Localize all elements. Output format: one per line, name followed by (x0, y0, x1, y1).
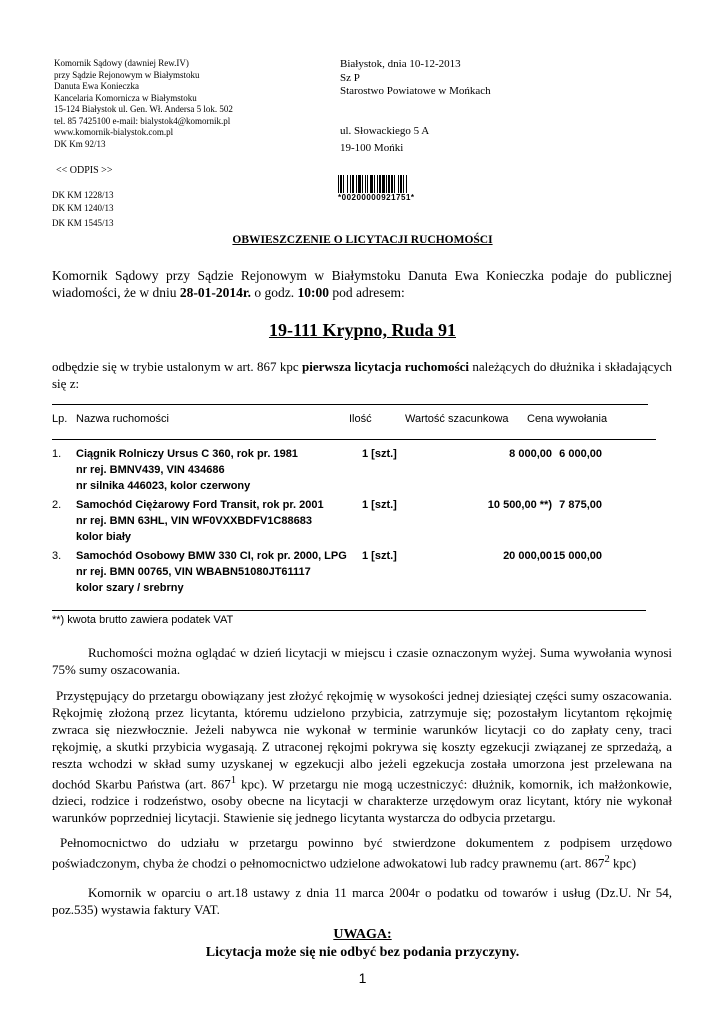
deposit-text: Przystępujący do przetargu obowiązany jest złożyć rękojmię w wysokości jednej dziesiątej części sumy oszacowania. Rękojmię złożoną przez licytanta, któremu udzielono przybicia, zatrzymuje się; pozostałym licytantom rękojmię zwraca się niezwłocznie. Jeżeli nabywca nie wykonał w terminie warunków licytacji co do zapłaty ceny, traci rękojmię, a skutki przybicia wygasają. Z utraconej rękojmi pokrywa się koszty egzekucji związanej ze sprzedażą, a reszta wchodzi w skład sumy uzyskanej w egzekucji albo jeżeli egzekucja została umorzona jest przelewana na dochód Skarbu Państwa (art. 867 (52, 688, 672, 792)
header-name: Nazwa ruchomości (76, 413, 169, 425)
table-bottom-rule (52, 610, 646, 611)
paragraph-viewing: Ruchomości można oglądać w dzień licytacji w miejscu i czasie oznaczonym wyżej. Suma wywołania wynosi 75% sumy oszacowania. (52, 645, 672, 677)
poa-text: kpc) (609, 855, 637, 871)
row-name-line: kolor biały (76, 531, 132, 543)
case-ref: DK KM 1545/13 (52, 218, 114, 228)
deposit-text: kpc). W przetargu nie mogą uczestniczyć: dłużnik, komornik, ich małżonkowie, dzieci, rodzice i rodzeństwo, osoby obecne na licytacji w charakterze urzędowym oraz licytant, który nie wykonał warunków poprzedniej licytacji. Stawienie się jednego licytanta wystarcza do odbycia przetargu. (52, 776, 672, 826)
recipient-code: Sz P (340, 71, 360, 84)
auction-address: 19-111 Krypno, Ruda 91 (268, 320, 457, 340)
intro2-text: odbędzie się w trybie ustalonym w art. 867 kpc (52, 359, 303, 374)
sender-line: Komornik Sądowy (dawniej Rew.IV) (54, 58, 189, 68)
case-ref: DK KM 1240/13 (52, 203, 114, 213)
auction-time: 10:00 (297, 285, 329, 300)
row-name-line: nr rej. BMN 00765, VIN WBABN51080JT61117 (76, 566, 311, 578)
paragraph-deposit (52, 687, 672, 826)
row-name (76, 446, 366, 494)
row-value: 20 000,00 (503, 550, 552, 562)
row-name-line: nr silnika 446023, kolor czerwony (76, 480, 251, 492)
row-lp: 3. (52, 550, 62, 562)
row-lp: 1. (52, 448, 62, 460)
sender-line: Danuta Ewa Konieczka (54, 81, 139, 91)
row-name-line: nr rej. BMN 63HL, VIN WF0VXXBDFV1C88683 (76, 515, 312, 527)
row-qty: 1 [szt.] (362, 499, 397, 511)
row-name-line: Samochód Osobowy BMW 330 CI, rok pr. 2000, LPG (76, 550, 347, 562)
footnote: **) kwota brutto zawiera podatek VAT (52, 614, 234, 626)
warning-text: Licytacja może się nie odbyć bez podania przyczyny. (205, 945, 520, 960)
header-price: Cena wywołania (527, 413, 608, 425)
poa-sup: 2 (604, 853, 610, 865)
row-name-line: Samochód Ciężarowy Ford Transit, rok pr. 2001 (76, 499, 324, 511)
row-qty: 1 [szt.] (362, 550, 397, 562)
sender-line: tel. 85 7425100 e-mail: bialystok4@komornik.pl (54, 115, 231, 126)
row-name-line: nr rej. BMNV439, VIN 434686 (76, 464, 225, 476)
deposit-sup: 1 (230, 774, 237, 786)
header-value: Wartość szacunkowa (405, 413, 509, 425)
intro2-paragraph (52, 358, 672, 392)
paragraph-vat: Komornik w oparciu o art.18 ustawy z dnia 11 marca 2004r o podatku od towarów i usług (Dz.U. Nr 54, poz.535) wystawia faktury VAT. (52, 885, 672, 917)
row-price: 7 875,00 (559, 499, 602, 511)
header-qty: Ilość (349, 413, 372, 425)
row-lp: 2. (52, 499, 62, 511)
barcode (338, 175, 446, 193)
row-value: 8 000,00 (509, 448, 552, 460)
sender-line: DK Km 92/13 (54, 138, 106, 149)
sender-line: 15-124 Białystok ul. Gen. Wł. Andersa 5 lok. 502 (54, 104, 233, 114)
paragraph-power-of-attorney (52, 834, 672, 871)
letter-date: Białystok, dnia 10-12-2013 (340, 58, 461, 70)
recipient-block (340, 58, 491, 156)
row-qty: 1 [szt.] (362, 448, 397, 460)
warning-heading: UWAGA: (333, 927, 392, 942)
recipient-city: 19-100 Mońki (340, 142, 404, 154)
auction-date: 28-01-2014r. (179, 285, 251, 300)
sender-block (54, 58, 294, 150)
table-top-rule (52, 404, 648, 405)
recipient-street: ul. Słowackiego 5 A (340, 124, 430, 137)
sender-line: Kancelaria Komornicza w Białymstoku (54, 92, 197, 103)
intro-text: Komornik Sądowy przy Sądzie Rejonowym w Białymstoku Danuta Ewa Konieczka podaje do publicznej wiadomości, że w dniu (52, 268, 672, 300)
poa-text: Pełnomocnictwo do udziału w przetargu powinno być stwierdzone dokumentem z podpisem urzędowo poświadczonym, chyba że chodzi o pełnomocnictwo udzielone adwokatowi lub radcy prawnemu (art. 867 (52, 835, 672, 871)
table-header-rule (52, 439, 656, 440)
intro2-bold: pierwsza licytacja ruchomości (302, 359, 470, 374)
intro-text: pod adresem: (328, 285, 405, 300)
row-price: 15 000,00 (553, 550, 602, 562)
intro-text: o godz. (250, 285, 298, 300)
row-value: 10 500,00 **) (487, 499, 552, 511)
row-price: 6 000,00 (559, 448, 602, 460)
recipient-name: Starostwo Powiatowe w Mońkach (340, 85, 491, 97)
sender-line: www.komornik-bialystok.com.pl (54, 127, 174, 137)
page-number: 1 (358, 970, 367, 986)
barcode-bar (407, 175, 408, 193)
row-name-line: Ciągnik Rolniczy Ursus C 360, rok pr. 1981 (76, 448, 298, 460)
barcode-text: *00200000921751* (338, 193, 415, 202)
row-name (76, 548, 366, 596)
row-name-line: kolor szary / srebrny (76, 582, 184, 594)
document-title: OBWIESZCZENIE O LICYTACJI RUCHOMOŚCI (232, 234, 493, 246)
header-lp: Lp. (52, 413, 68, 425)
case-ref: DK KM 1228/13 (52, 190, 114, 200)
sender-line: przy Sądzie Rejonowym w Białymstoku (54, 69, 200, 80)
odpis-label: << ODPIS >> (56, 165, 113, 176)
intro-paragraph (52, 267, 672, 301)
intro2-text: należących do dłużnika i składających się z: (52, 359, 673, 391)
row-name (76, 497, 366, 545)
